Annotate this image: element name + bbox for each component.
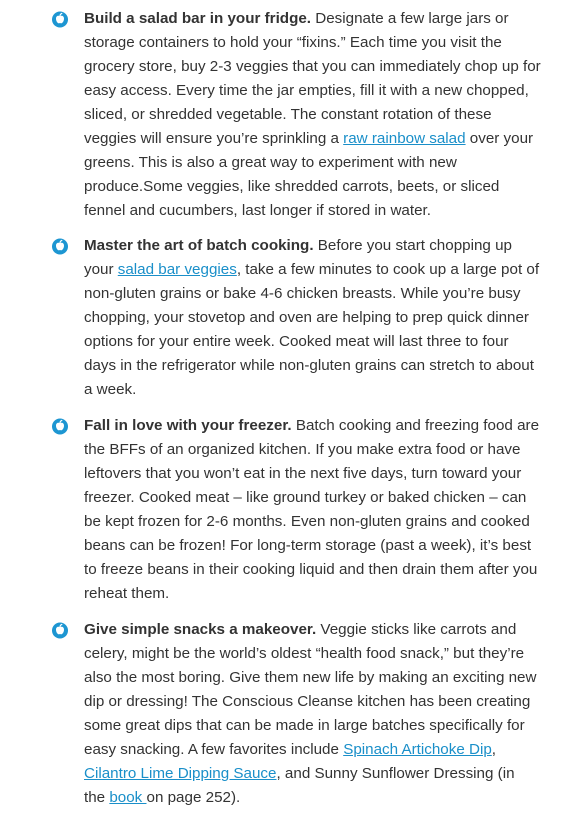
body-text: on page 252). (146, 789, 241, 806)
text-line (84, 666, 574, 690)
text-line (84, 378, 574, 402)
body-text: fennel and cucumbers, last longer if stored in water. (84, 202, 431, 219)
text-line (84, 79, 574, 103)
text-line (84, 282, 574, 306)
body-text: days in the refrigerator while non-gluten grains can stretch to about (84, 357, 534, 374)
inline-link[interactable]: Cilantro Lime Dipping Sauce (84, 765, 277, 782)
body-text: Designate a few large jars or (315, 10, 509, 27)
body-text: freezer. Cooked meat – like ground turkey or baked chicken – can (84, 489, 527, 506)
body-text: to freeze beans in their cooking liquid and then drain them after you (84, 561, 538, 578)
text-line (84, 258, 574, 282)
body-text: also the most boring. Give them new life by making an exciting new (84, 669, 537, 686)
body-text: sliced, or shredded vegetable. The constant rotation of these (84, 106, 492, 123)
item-text (84, 414, 574, 606)
apple-icon (51, 237, 69, 255)
body-text: Batch cooking and freezing food are (295, 417, 540, 434)
inline-link[interactable]: salad bar veggies (117, 261, 237, 278)
body-text: greens. This is also a great way to experiment with new (84, 154, 457, 171)
text-line (84, 354, 574, 378)
apple-icon (51, 621, 69, 639)
inline-link[interactable]: Spinach Artichoke Dip (343, 741, 492, 758)
body-text: Before you start chopping up (317, 237, 512, 254)
body-text: , and Sunny Sunflower Dressing (in (276, 765, 515, 782)
text-line (84, 510, 574, 534)
body-text: some great dips that can be made in large batches specifically for (84, 717, 525, 734)
text-line (84, 690, 574, 714)
text-line (84, 714, 574, 738)
text-line (84, 642, 574, 666)
body-text: chopping, your stovetop and oven are helping to prep quick dinner (84, 309, 529, 326)
body-text: be kept frozen for 2-6 months. Even non-gluten grains and cooked (84, 513, 530, 530)
body-text: celery, might be the world’s oldest “health food snack,” but they’re (84, 645, 525, 662)
body-text: a week. (84, 381, 137, 398)
body-text: easy access. Every time the jar empties, fill it with a new chopped, (84, 82, 529, 99)
body-text: , (491, 741, 497, 758)
body-text: leftovers that you won’t eat in the next five days, turn toward your (84, 465, 522, 482)
text-line (84, 618, 574, 642)
body-text: easy snacking. A few favorites include (84, 741, 344, 758)
body-text: , take a few minutes to cook up a large pot of (236, 261, 540, 278)
text-line (84, 234, 574, 258)
body-text: the (84, 789, 110, 806)
item-text (84, 7, 574, 223)
text-line (84, 738, 574, 762)
body-text: produce.Some veggies, like shredded carrots, beets, or sliced (84, 178, 500, 195)
text-line (84, 55, 574, 79)
item-title: Build a salad bar in your fridge. (84, 10, 312, 27)
body-text: reheat them. (84, 585, 170, 602)
text-line (84, 31, 574, 55)
body-text: options for your entire week. Cooked meat will last three to four (84, 333, 509, 350)
apple-icon (51, 417, 69, 435)
text-line (84, 462, 574, 486)
text-line (84, 306, 574, 330)
text-line (84, 199, 574, 223)
body-text: non-gluten grains or bake 4-6 chicken breasts. While you’re busy (84, 285, 521, 302)
inline-link[interactable]: book (109, 789, 147, 806)
body-text: dip or dressing! The Conscious Cleanse kitchen has been creating (84, 693, 531, 710)
text-line (84, 103, 574, 127)
text-line (84, 534, 574, 558)
body-text: veggies will ensure you’re sprinkling a (84, 130, 344, 147)
body-text: over your (465, 130, 534, 147)
text-line (84, 127, 574, 151)
item-text (84, 234, 574, 402)
body-text: beans can be frozen! For long-term storage (past a week), it’s best (84, 537, 532, 554)
apple-icon (51, 10, 69, 28)
body-text: your (84, 261, 118, 278)
body-text: the BFFs of an organized kitchen. If you make extra food or have (84, 441, 521, 458)
text-line (84, 486, 574, 510)
body-text: Veggie sticks like carrots and (320, 621, 517, 638)
text-line (84, 330, 574, 354)
text-line (84, 7, 574, 31)
body-text: grocery store, buy 2-3 veggies that you can immediately chop up for (84, 58, 541, 75)
text-line (84, 438, 574, 462)
inline-link[interactable]: raw rainbow salad (343, 130, 466, 147)
body-text: storage containers to hold your “fixins.” Each time you visit the (84, 34, 502, 51)
text-line (84, 762, 574, 786)
item-title: Fall in love with your freezer. (84, 417, 292, 434)
text-line (84, 558, 574, 582)
text-line (84, 414, 574, 438)
item-title: Master the art of batch cooking. (84, 237, 314, 254)
text-line (84, 582, 574, 606)
text-line (84, 151, 574, 175)
text-line (84, 786, 574, 810)
text-line (84, 175, 574, 199)
item-text (84, 618, 574, 810)
item-title: Give simple snacks a makeover. (84, 621, 317, 638)
